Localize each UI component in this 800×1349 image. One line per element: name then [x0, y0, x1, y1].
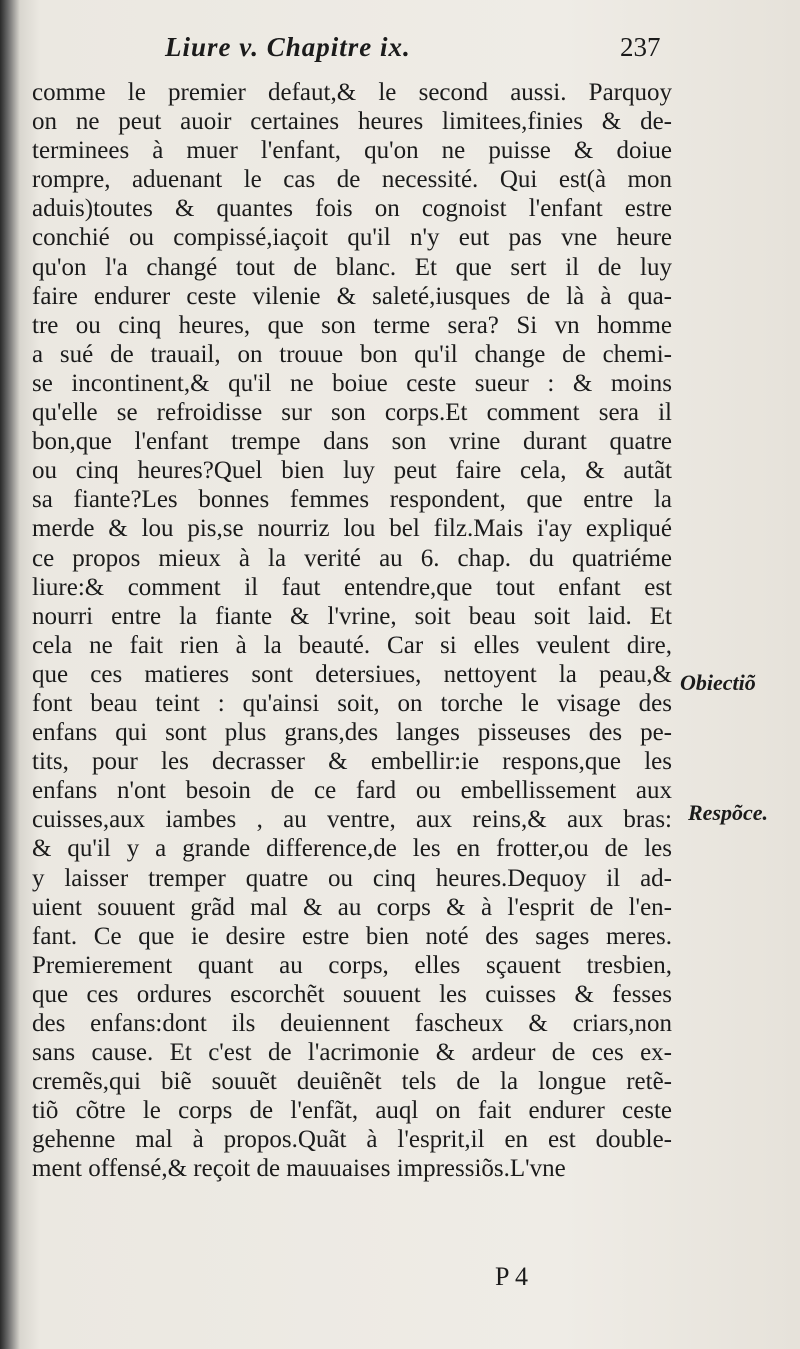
text-line: y laisser tremper quatre ou cinq heures.Dequoy il ad- — [32, 864, 672, 892]
margin-note-objection: Obiectiõ — [680, 670, 756, 695]
text-line: qu'on l'a changé tout de blanc. Et que sert il de luy — [32, 253, 672, 281]
text-line: se incontinent,& qu'il ne boiue ceste sueur : & moins — [32, 369, 672, 397]
text-line: a sué de trauail, on trouue bon qu'il change de chemi- — [32, 340, 672, 368]
text-line: terminees à muer l'enfant, qu'on ne puisse & doiue — [32, 137, 672, 165]
text-line: sans cause. Et c'est de l'acrimonie & ardeur de ces ex- — [32, 1039, 672, 1067]
body-text — [32, 78, 672, 1184]
page-header — [0, 28, 800, 68]
text-line: ment offensé,& reçoit de mauuaises impressiõs.L'vne — [32, 1155, 566, 1183]
text-line: uient souuent grãd mal & au corps & à l'esprit de l'en- — [32, 893, 672, 921]
text-line: enfans n'ont besoin de ce fard ou embellissement aux — [32, 777, 672, 805]
text-line: gehenne mal à propos.Quãt à l'esprit,il en est double- — [32, 1126, 672, 1154]
text-line: & qu'il y a grande difference,de les en frotter,ou de les — [32, 835, 672, 863]
text-line: fant. Ce que ie desire estre bien noté des sages meres. — [32, 922, 672, 950]
text-line: faire endurer ceste vilenie & saleté,iusques de là à qua- — [32, 282, 672, 310]
text-line: ce propos mieux à la verité au 6. chap. du quatriéme — [32, 544, 672, 572]
text-line: que ces matieres sont detersiues, nettoyent la peau,& — [32, 660, 672, 688]
text-line: sa fiante?Les bonnes femmes respondent, que entre la — [32, 486, 672, 514]
text-line: qu'elle se refroidisse sur son corps.Et comment sera il — [32, 399, 672, 427]
text-line: Premierement quant au corps, elles sçauent tresbien, — [32, 951, 672, 979]
text-line: que ces ordures escorchẽt souuent les cuisses & fesses — [32, 980, 672, 1008]
text-line: on ne peut auoir certaines heures limitees,finies & de- — [32, 108, 672, 136]
text-line: des enfans:dont ils deuiennent fascheux & criars,non — [32, 1010, 672, 1037]
text-line: cuisses,aux iambes , au ventre, aux reins,& aux bras: — [32, 806, 672, 834]
text-line: font beau teint : qu'ainsi soit, on torche le visage des — [32, 689, 672, 717]
running-head: Liure v. Chapitre ix. — [165, 32, 411, 62]
text-line: enfans qui sont plus grans,des langes pisseuses des pe- — [32, 719, 672, 747]
text-line: comme le premier defaut,& le second aussi. Parquoy — [32, 79, 672, 106]
text-line: rompre, aduenant le cas de necessité. Qui est(à mon — [32, 166, 672, 194]
text-line: ou cinq heures?Quel bien luy peut faire cela, & autãt — [32, 457, 672, 485]
page-number: 237 — [620, 32, 661, 62]
margin-note-response: Respõce. — [688, 800, 769, 825]
text-line: bon,que l'enfant trempe dans son vrine durant quatre — [32, 428, 672, 456]
text-line: cremẽs,qui biẽ souuẽt deuiẽnẽt tels de la longue retẽ- — [32, 1068, 672, 1096]
text-line: conchié ou compissé,iaçoit qu'il n'y eut pas vne heure — [32, 224, 672, 252]
text-line: aduis)toutes & quantes fois on cognoist l'enfant estre — [32, 195, 672, 223]
text-line: liure:& comment il faut entendre,que tout enfant est — [32, 573, 672, 601]
text-line: tiõ cõtre le corps de l'enfãt, auql on fait endurer ceste — [32, 1097, 672, 1125]
text-line: nourri entre la fiante & l'vrine, soit beau soit laid. Et — [32, 602, 672, 630]
text-line: cela ne fait rien à la beauté. Car si elles veulent dire, — [32, 631, 672, 659]
text-line: tre ou cinq heures, que son terme sera? Si vn homme — [32, 311, 672, 339]
text-line: tits, pour les decrasser & embellir:ie respons,que les — [32, 748, 672, 776]
catchword: P 4 — [495, 1262, 528, 1291]
text-line: merde & lou pis,se nourriz lou bel filz.Mais i'ay expliqué — [32, 515, 672, 543]
